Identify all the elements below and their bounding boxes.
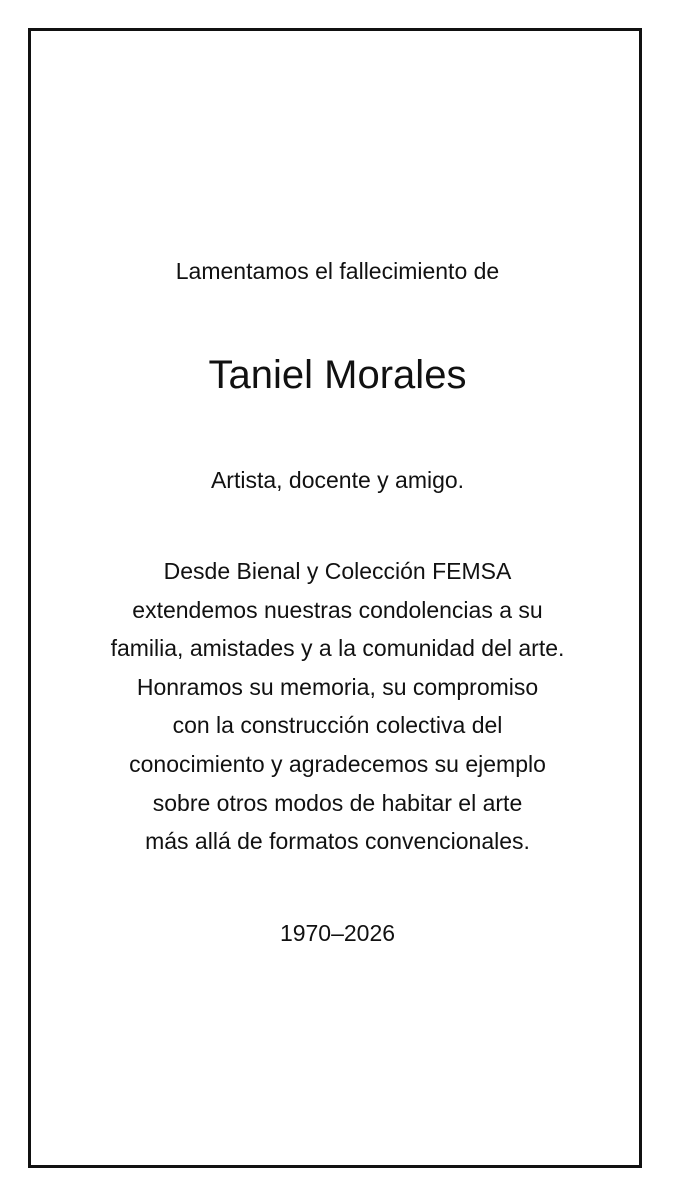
condolence-message <box>0 552 675 861</box>
message-line: extendemos nuestras condolencias a su <box>132 596 543 623</box>
message-line: conocimiento y agradecemos su ejemplo <box>129 750 546 777</box>
message-line: con la construcción colectiva del <box>172 712 503 739</box>
deceased-name: Taniel Morales <box>208 353 467 397</box>
message-line: sobre otros modos de habitar el arte <box>152 789 523 816</box>
intro-text: Lamentamos el fallecimiento de <box>175 258 500 284</box>
life-years: 1970–2026 <box>279 920 396 946</box>
message-line: Honramos su memoria, su compromiso <box>136 673 539 700</box>
message-line: Desde Bienal y Colección FEMSA <box>163 558 512 584</box>
tagline-text: Artista, docente y amigo. <box>210 467 465 493</box>
message-line: más allá de formatos convencionales. <box>145 828 530 855</box>
message-line: familia, amistades y a la comunidad del arte. <box>110 635 565 662</box>
